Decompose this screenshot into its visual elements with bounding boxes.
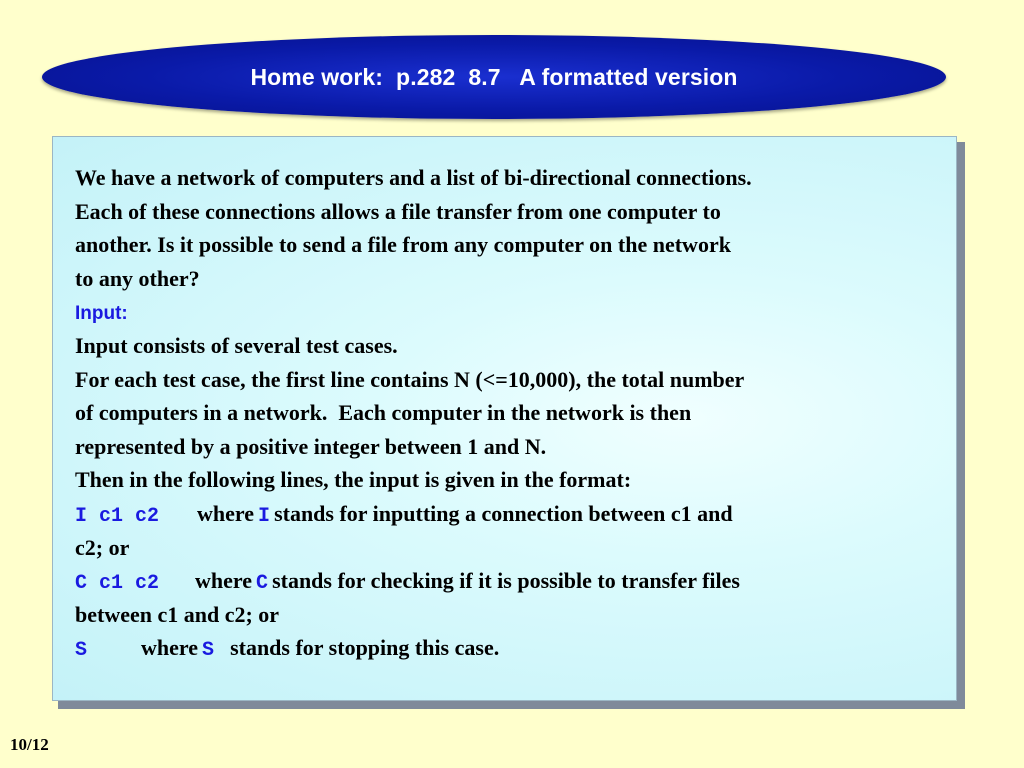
command-c-desc: stands for checking if it is possible to transfer files bbox=[272, 568, 740, 594]
slide-title: Home work: p.282 8.7 A formatted version bbox=[250, 63, 738, 90]
input-heading-line bbox=[75, 295, 955, 329]
page-number: 10/12 bbox=[10, 735, 49, 754]
problem-text bbox=[75, 161, 955, 665]
command-c-cont: between c1 and c2; or bbox=[75, 601, 280, 627]
input-line: represented by a positive integer between 1 and N. bbox=[75, 433, 547, 459]
command-c-line bbox=[75, 564, 955, 598]
command-i-line bbox=[75, 497, 955, 531]
command-c-where: where bbox=[195, 568, 253, 594]
input-heading: Input: bbox=[75, 303, 128, 325]
content-panel bbox=[52, 136, 957, 701]
command-i-desc: stands for inputting a connection between c1 and bbox=[274, 500, 733, 526]
command-i-where: where bbox=[197, 500, 255, 526]
command-c-letter: C bbox=[256, 572, 269, 596]
command-c-code: C c1 c2 bbox=[75, 572, 160, 596]
input-line: For each test case, the first line contains N (<=10,000), the total number bbox=[75, 366, 745, 392]
command-i-cont: c2; or bbox=[75, 534, 130, 560]
command-s-where: where bbox=[141, 635, 199, 661]
command-s-line bbox=[75, 631, 955, 665]
intro-line: another. Is it possible to send a file from any computer on the network bbox=[75, 232, 731, 258]
title-banner bbox=[42, 35, 946, 119]
input-line: Input consists of several test cases. bbox=[75, 332, 398, 358]
input-line: of computers in a network. Each computer in the network is then bbox=[75, 400, 692, 426]
intro-line: Each of these connections allows a file transfer from one computer to bbox=[75, 198, 721, 224]
command-s-desc: stands for stopping this case. bbox=[230, 635, 500, 661]
intro-line: We have a network of computers and a list of bi-directional connections. bbox=[75, 165, 752, 190]
command-i-code: I c1 c2 bbox=[75, 504, 160, 528]
command-s-letter: S bbox=[202, 639, 215, 663]
intro-line: to any other? bbox=[75, 265, 200, 291]
command-i-letter: I bbox=[258, 504, 271, 528]
input-line: Then in the following lines, the input is given in the format: bbox=[75, 467, 632, 493]
command-s-code: S bbox=[75, 639, 88, 663]
